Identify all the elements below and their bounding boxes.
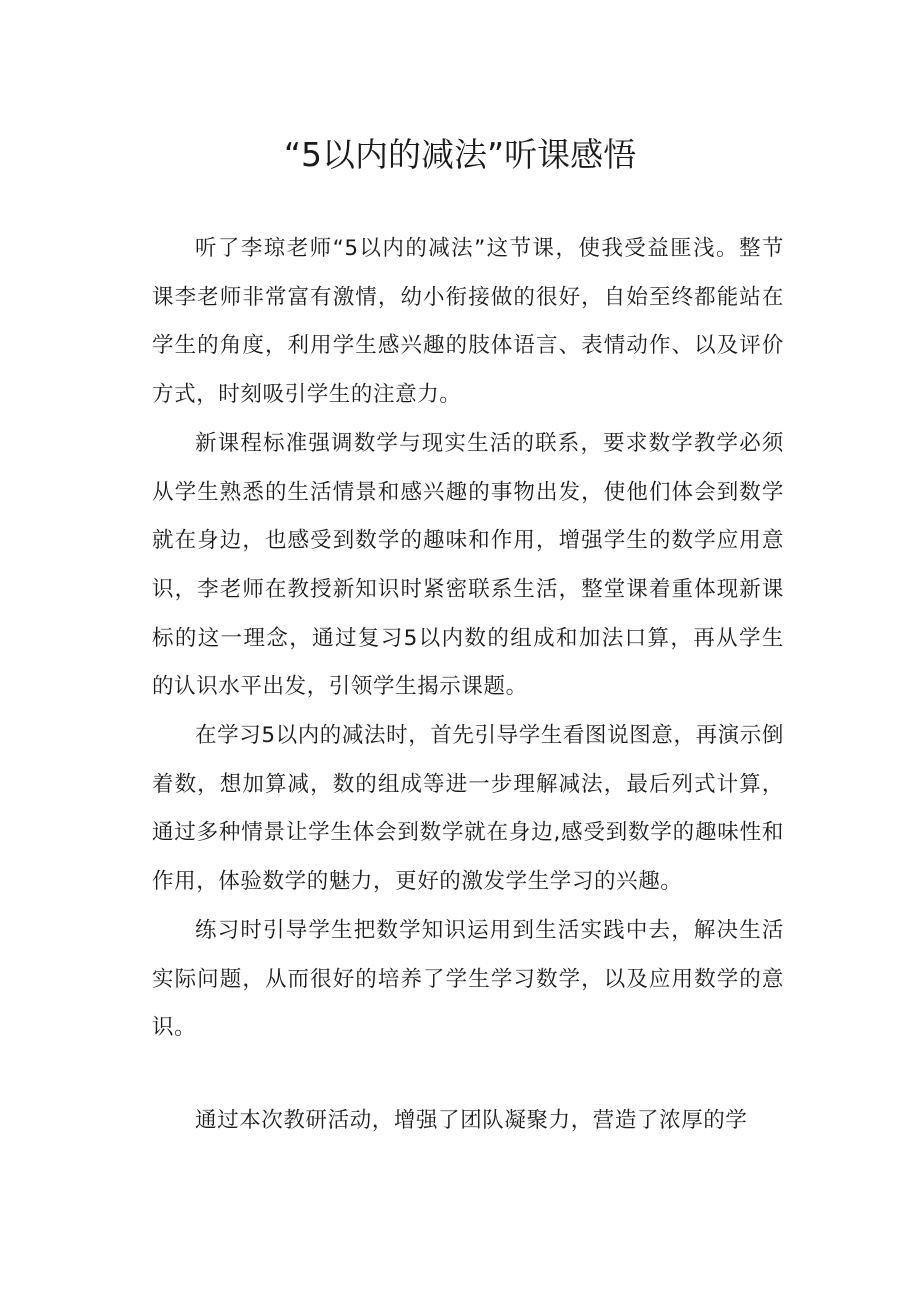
document-body [152, 225, 784, 1146]
paragraph-1: 听了李琼老师“5以内的减法”这节课，使我受益匪浅。整节课李老师非常富有激情，幼小衔接做的很好，自始至终都能站在学生的角度，利用学生感兴趣的肢体语言、表情动作、以及评价方式，时刻吸引学生的注意力。 [152, 236, 784, 408]
paragraph-5: 通过本次教研活动，增强了团队凝聚力，营造了浓厚的学 [195, 1107, 748, 1133]
paragraph-2: 新课程标准强调数学与现实生活的联系，要求数学教学必须从学生熟悉的生活情景和感兴趣的事物出发，使他们体会到数学就在身边，也感受到数学的趣味和作用，增强学生的数学应用意识，李老师在教授新知识时紧密联系生活，整堂课着重体现新课标的这一理念，通过复习5以内数的组成和加法口算，再从学生的认识水平出发，引领学生揭示课题。 [152, 430, 784, 700]
paragraph-4: 练习时引导学生把数学知识运用到生活实践中去，解决生活实际问题，从而很好的培养了学生学习数学，以及应用数学的意识。 [152, 917, 784, 1041]
paragraph-3: 在学习5以内的减法时，首先引导学生看图说图意，再演示倒着数，想加算减，数的组成等进一步理解减法，最后列式计算，通过多种情景让学生体会到数学就在身边,感受到数学的趣味性和作用，体验数学的魅力，更好的激发学生学习的兴趣。 [152, 723, 784, 895]
page-title: “5以内的减法”听课感悟 [283, 135, 637, 174]
